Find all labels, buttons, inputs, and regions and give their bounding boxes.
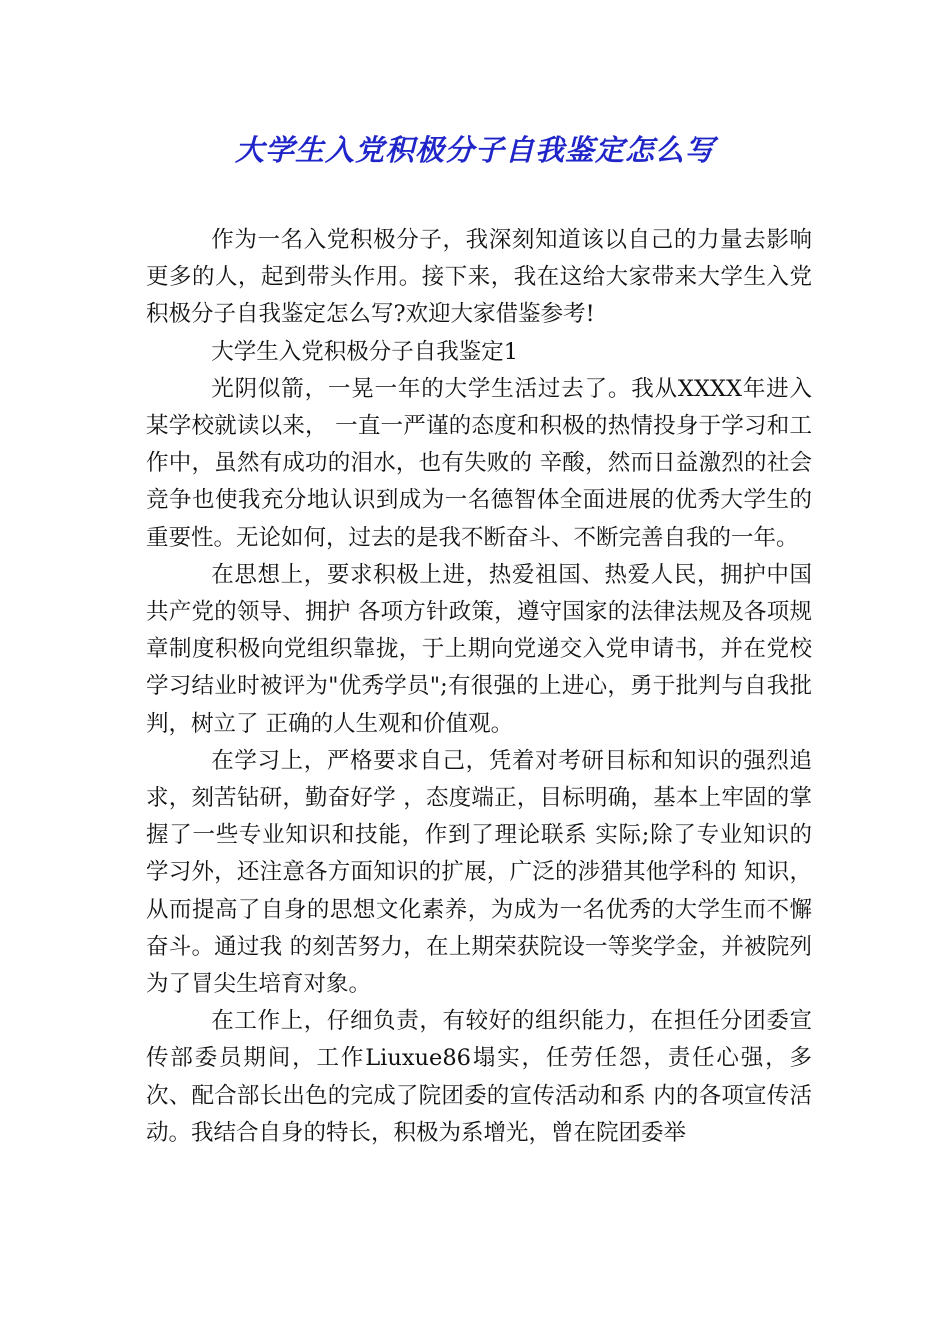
intro-paragraph: 作为一名入党积极分子，我深刻知道该以自己的力量去影响更多的人，起到带头作用。接下来，我在这给大家带来大学生入党积极分子自我鉴定怎么写?欢迎大家借鉴参考! (146, 227, 812, 328)
document-title: 大学生入党积极分子自我鉴定怎么写 (234, 133, 715, 167)
paragraph-overview: 光阴似箭，一晃一年的大学生活过去了。我从XXXX年进入某学校就读以来， 一直一严谨的态度和积极的热情投身于学习和工作中，虽然有成功的泪水，也有失败的 辛酸，然而日益激烈的社会竞争也使我充分地认识到成为一名德智体全面进展的优秀大学生的重要性。无论如何，过去的是我不断奋斗、不断完善自我的一年。 (146, 375, 812, 551)
section-heading: 大学生入党积极分子自我鉴定1 (211, 338, 519, 365)
paragraph-study: 在学习上，严格要求自己，凭着对考研目标和知识的强烈追求，刻苦钻研，勤奋好学 ，态度端正，目标明确，基本上牢固的掌握了一些专业知识和技能，作到了理论联系 实际;除了专业知识的学习外，还注意各方面知识的扩展，广泛的涉猎其他学科的 知识，从而提高了自身的思想文化素养，为成为一名优秀的大学生而不懈奋斗。通过我 的刻苦努力，在上期荣获院设一等奖学金，并被院列为了冒尖生培育对象。 (146, 747, 812, 998)
document-body (146, 222, 812, 1152)
paragraph-work: 在工作上，仔细负责，有较好的组织能力，在担任分团委宣传部委员期间，工作Liuxue86塌实，任劳任怨，责任心强，多次、配合部长出色的完成了院团委的宣传活动和系 内的各项宣传活动。我结合自身的特长，积极为系增光，曾在院团委举 (146, 1008, 812, 1146)
paragraph-thought: 在思想上，要求积极上进，热爱祖国、热爱人民，拥护中国共产党的领导、拥护 各项方针政策，遵守国家的法律法规及各项规章制度积极向党组织靠拢，于上期向党递交入党申请书，并在党校学习结业时被评为"优秀学员";有很强的上进心，勇于批判与自我批判，树立了 正确的人生观和价值观。 (146, 561, 812, 737)
